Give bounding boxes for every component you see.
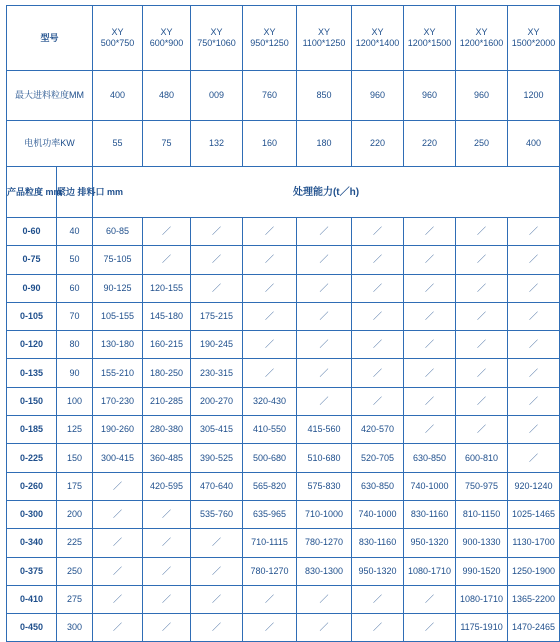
capacity-value: ／ (404, 416, 456, 444)
capacity-value: 810-1150 (456, 500, 508, 528)
model-header (191, 6, 243, 71)
table-row (7, 416, 560, 444)
capacity-value: 520-705 (352, 444, 404, 472)
capacity-value: ／ (93, 585, 143, 613)
capacity-value: ／ (143, 557, 191, 585)
discharge-opening-value: 250 (57, 557, 93, 585)
feed-size-value: 960 (404, 71, 456, 121)
capacity-value: 900-1330 (456, 529, 508, 557)
capacity-value: 600-810 (456, 444, 508, 472)
discharge-opening-value: 80 (57, 331, 93, 359)
discharge-opening-value: 225 (57, 529, 93, 557)
power-row (7, 121, 560, 167)
capacity-value: ／ (143, 614, 191, 642)
capacity-value: ／ (508, 302, 560, 330)
feed-size-value: 960 (456, 71, 508, 121)
capacity-value: 200-270 (191, 387, 243, 415)
capacity-value: ／ (352, 274, 404, 302)
motor-power-value: 180 (297, 121, 352, 167)
capacity-value: ／ (456, 274, 508, 302)
capacity-value: 710-1115 (243, 529, 297, 557)
model-size: 1200*1600 (459, 38, 504, 48)
product-size-value: 0-120 (7, 331, 57, 359)
capacity-value: ／ (508, 274, 560, 302)
spec-table (6, 5, 560, 642)
motor-power-value: 220 (352, 121, 404, 167)
table-row (7, 585, 560, 613)
capacity-value: ／ (297, 359, 352, 387)
capacity-value: 1250-1900 (508, 557, 560, 585)
capacity-label: 处理能力(t／h) (93, 167, 560, 218)
product-size-value: 0-450 (7, 614, 57, 642)
capacity-value: ／ (93, 500, 143, 528)
model-prefix: XY (423, 27, 436, 37)
capacity-value: ／ (352, 614, 404, 642)
feed-size-value: 009 (191, 71, 243, 121)
product-size-value: 0-75 (7, 246, 57, 274)
capacity-value: 500-680 (243, 444, 297, 472)
capacity-value: ／ (297, 218, 352, 246)
feed-size-value: 960 (352, 71, 404, 121)
capacity-value: ／ (456, 302, 508, 330)
motor-power-value: 400 (508, 121, 560, 167)
capacity-value: ／ (191, 529, 243, 557)
capacity-value: 420-595 (143, 472, 191, 500)
capacity-value: 750-975 (456, 472, 508, 500)
capacity-value: 630-850 (352, 472, 404, 500)
discharge-opening-value: 150 (57, 444, 93, 472)
capacity-value: 90-125 (93, 274, 143, 302)
capacity-value: ／ (243, 331, 297, 359)
capacity-value: ／ (508, 331, 560, 359)
capacity-value: ／ (143, 500, 191, 528)
capacity-value: 830-1300 (297, 557, 352, 585)
capacity-value: 155-210 (93, 359, 143, 387)
model-prefix: XY (527, 27, 540, 37)
capacity-value: 320-430 (243, 387, 297, 415)
discharge-opening-value: 100 (57, 387, 93, 415)
table-row (7, 387, 560, 415)
capacity-value: 130-180 (93, 331, 143, 359)
model-size: 1100*1250 (302, 38, 346, 48)
capacity-value: 950-1320 (352, 557, 404, 585)
capacity-value: ／ (352, 246, 404, 274)
product-size-value: 0-60 (7, 218, 57, 246)
capacity-value: ／ (191, 274, 243, 302)
capacity-value: ／ (352, 387, 404, 415)
capacity-value: 1470-2465 (508, 614, 560, 642)
capacity-value: ／ (297, 614, 352, 642)
capacity-value: ／ (456, 218, 508, 246)
capacity-value: ／ (456, 416, 508, 444)
capacity-value: ／ (191, 585, 243, 613)
model-size: 1200*1500 (407, 38, 452, 48)
discharge-opening-value: 275 (57, 585, 93, 613)
table-row (7, 218, 560, 246)
capacity-value: ／ (93, 472, 143, 500)
capacity-value: 990-1520 (456, 557, 508, 585)
capacity-value: 710-1000 (297, 500, 352, 528)
capacity-value: 740-1000 (404, 472, 456, 500)
capacity-value: 1025-1465 (508, 500, 560, 528)
discharge-opening-value: 125 (57, 416, 93, 444)
capacity-value: 410-550 (243, 416, 297, 444)
capacity-value: 1365-2200 (508, 585, 560, 613)
capacity-value: ／ (297, 331, 352, 359)
model-prefix: XY (210, 27, 223, 37)
capacity-value: ／ (191, 246, 243, 274)
capacity-header-row (7, 167, 560, 218)
capacity-value: 535-760 (191, 500, 243, 528)
capacity-value: ／ (143, 246, 191, 274)
capacity-value: 300-415 (93, 444, 143, 472)
capacity-value: ／ (508, 246, 560, 274)
capacity-value: ／ (93, 529, 143, 557)
capacity-value: ／ (352, 585, 404, 613)
feed-size-value: 760 (243, 71, 297, 121)
capacity-value: 305-415 (191, 416, 243, 444)
capacity-value: 230-315 (191, 359, 243, 387)
model-header (352, 6, 404, 71)
discharge-opening-value: 300 (57, 614, 93, 642)
capacity-value: 415-560 (297, 416, 352, 444)
model-prefix: XY (318, 27, 331, 37)
capacity-value: 565-820 (243, 472, 297, 500)
capacity-value: ／ (404, 359, 456, 387)
capacity-value: ／ (243, 246, 297, 274)
capacity-value: ／ (243, 302, 297, 330)
model-size: 500*750 (100, 38, 135, 48)
model-header (404, 6, 456, 71)
capacity-value: 390-525 (191, 444, 243, 472)
model-prefix: XY (160, 27, 173, 37)
capacity-value: 630-850 (404, 444, 456, 472)
product-size-value: 0-340 (7, 529, 57, 557)
capacity-value: 145-180 (143, 302, 191, 330)
table-row (7, 246, 560, 274)
capacity-value: 175-215 (191, 302, 243, 330)
capacity-value: ／ (297, 387, 352, 415)
feed-size-value: 480 (143, 71, 191, 121)
capacity-value: ／ (352, 331, 404, 359)
feed-size-value: 1200 (508, 71, 560, 121)
feed-size-value: 400 (93, 71, 143, 121)
capacity-value: ／ (508, 359, 560, 387)
model-size: 750*1060 (197, 38, 236, 48)
model-header (508, 6, 560, 71)
capacity-value: ／ (243, 359, 297, 387)
model-row (7, 6, 560, 71)
capacity-value: ／ (508, 444, 560, 472)
product-size-value: 0-260 (7, 472, 57, 500)
capacity-value: 830-1160 (404, 500, 456, 528)
model-label: 型号 (7, 6, 93, 71)
motor-power-value: 250 (456, 121, 508, 167)
capacity-value: ／ (508, 387, 560, 415)
capacity-value: ／ (243, 274, 297, 302)
discharge-opening-value: 90 (57, 359, 93, 387)
model-prefix: XY (371, 27, 384, 37)
capacity-value: 180-250 (143, 359, 191, 387)
capacity-value: ／ (243, 585, 297, 613)
capacity-value: 575-830 (297, 472, 352, 500)
capacity-value: 740-1000 (352, 500, 404, 528)
capacity-value: ／ (456, 246, 508, 274)
capacity-value: 75-105 (93, 246, 143, 274)
discharge-opening-value: 200 (57, 500, 93, 528)
motor-power-value: 220 (404, 121, 456, 167)
capacity-value: ／ (93, 614, 143, 642)
capacity-value: 830-1160 (352, 529, 404, 557)
capacity-value: ／ (297, 246, 352, 274)
capacity-value: 280-380 (143, 416, 191, 444)
capacity-value: ／ (404, 246, 456, 274)
motor-power-value: 55 (93, 121, 143, 167)
model-size: 1500*2000 (511, 38, 556, 48)
product-size-value: 0-105 (7, 302, 57, 330)
capacity-value: ／ (243, 218, 297, 246)
capacity-value: ／ (456, 331, 508, 359)
product-size-value: 0-300 (7, 500, 57, 528)
capacity-value: 170-230 (93, 387, 143, 415)
table-row (7, 472, 560, 500)
table-row (7, 500, 560, 528)
capacity-value: 920-1240 (508, 472, 560, 500)
product-size-value: 0-410 (7, 585, 57, 613)
capacity-value: ／ (404, 387, 456, 415)
model-header (297, 6, 352, 71)
capacity-value: ／ (508, 416, 560, 444)
model-header (143, 6, 191, 71)
capacity-value: ／ (191, 614, 243, 642)
product-size-label: 产品粒度 mm (7, 167, 57, 218)
capacity-value: 160-215 (143, 331, 191, 359)
table-row (7, 302, 560, 330)
motor-power-value: 132 (191, 121, 243, 167)
motor-power-value: 160 (243, 121, 297, 167)
model-prefix: XY (111, 27, 124, 37)
discharge-opening-label: 紧边 排料口 mm (57, 167, 93, 218)
capacity-value: ／ (456, 387, 508, 415)
table-row (7, 444, 560, 472)
capacity-value: 1080-1710 (456, 585, 508, 613)
discharge-opening-value: 175 (57, 472, 93, 500)
capacity-value: ／ (143, 218, 191, 246)
capacity-value: 210-285 (143, 387, 191, 415)
capacity-value: ／ (297, 274, 352, 302)
model-prefix: XY (263, 27, 276, 37)
capacity-value: ／ (404, 218, 456, 246)
discharge-opening-value: 40 (57, 218, 93, 246)
capacity-value: 190-260 (93, 416, 143, 444)
feed-row (7, 71, 560, 121)
capacity-value: 190-245 (191, 331, 243, 359)
model-prefix: XY (475, 27, 488, 37)
capacity-value: ／ (404, 585, 456, 613)
discharge-opening-value: 50 (57, 246, 93, 274)
capacity-value: 420-570 (352, 416, 404, 444)
product-size-value: 0-90 (7, 274, 57, 302)
table-row (7, 529, 560, 557)
capacity-value: 1130-1700 (508, 529, 560, 557)
capacity-value: ／ (243, 614, 297, 642)
table-row (7, 557, 560, 585)
capacity-value: 1175-1910 (456, 614, 508, 642)
table-row (7, 331, 560, 359)
model-header (93, 6, 143, 71)
model-header (243, 6, 297, 71)
table-row (7, 614, 560, 642)
capacity-value: ／ (191, 557, 243, 585)
motor-power-value: 75 (143, 121, 191, 167)
product-size-value: 0-185 (7, 416, 57, 444)
capacity-value: 360-485 (143, 444, 191, 472)
product-size-value: 0-150 (7, 387, 57, 415)
capacity-value: 120-155 (143, 274, 191, 302)
product-size-value: 0-225 (7, 444, 57, 472)
product-size-value: 0-135 (7, 359, 57, 387)
capacity-value: ／ (191, 218, 243, 246)
capacity-value: 470-640 (191, 472, 243, 500)
capacity-value: ／ (143, 529, 191, 557)
capacity-value: ／ (93, 557, 143, 585)
capacity-value: ／ (143, 585, 191, 613)
capacity-value: ／ (297, 585, 352, 613)
capacity-value: ／ (404, 274, 456, 302)
capacity-value: ／ (352, 359, 404, 387)
capacity-value: 1080-1710 (404, 557, 456, 585)
capacity-value: 780-1270 (243, 557, 297, 585)
table-row (7, 274, 560, 302)
feed-size-value: 850 (297, 71, 352, 121)
capacity-value: ／ (404, 614, 456, 642)
capacity-value: ／ (404, 302, 456, 330)
model-header (456, 6, 508, 71)
discharge-opening-value: 60 (57, 274, 93, 302)
capacity-value: 780-1270 (297, 529, 352, 557)
feed-size-label: 最大进料粒度MM (7, 71, 93, 121)
capacity-value: ／ (352, 218, 404, 246)
product-size-value: 0-375 (7, 557, 57, 585)
capacity-value: 950-1320 (404, 529, 456, 557)
capacity-value: 635-965 (243, 500, 297, 528)
capacity-value: ／ (404, 331, 456, 359)
model-size: 950*1250 (250, 38, 289, 48)
capacity-value: ／ (352, 302, 404, 330)
model-size: 600*900 (149, 38, 184, 48)
table-row (7, 359, 560, 387)
capacity-value: 510-680 (297, 444, 352, 472)
discharge-opening-value: 70 (57, 302, 93, 330)
capacity-value: 60-85 (93, 218, 143, 246)
motor-power-label: 电机功率KW (7, 121, 93, 167)
capacity-value: ／ (456, 359, 508, 387)
capacity-value: ／ (508, 218, 560, 246)
capacity-value: 105-155 (93, 302, 143, 330)
capacity-value: ／ (297, 302, 352, 330)
model-size: 1200*1400 (355, 38, 400, 48)
